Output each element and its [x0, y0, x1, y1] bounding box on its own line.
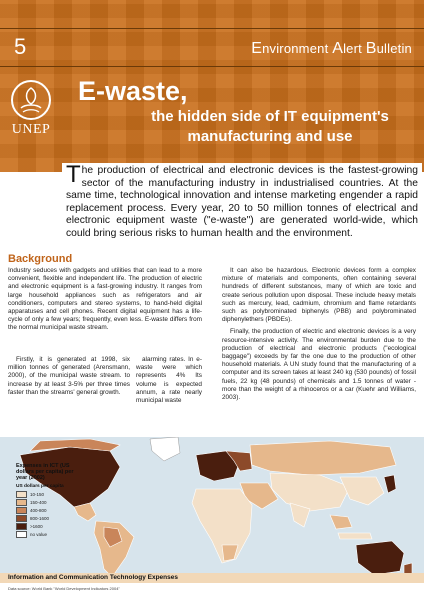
- paragraph: It can also be hazardous. Electronic devices form a complex mixture of materials and components, often containing several hundreds of different substances, many of which are toxic and create serious pollution upon disposal. These include heavy metals such as mercury, lead, cadmium, chromium and flame retardants such as polybrominated biphenyls (PBB) and polybrominated diphenylethers (PBDEs).: [222, 267, 416, 324]
- series-title: Environment Alert Bulletin: [251, 40, 412, 57]
- page-title: E-waste,: [78, 76, 188, 106]
- section-heading: Background: [8, 253, 73, 265]
- header-banner: [0, 0, 424, 172]
- legend-swatch: [16, 523, 27, 530]
- page-subtitle: the hidden side of IT equipment's manufacturing and use: [151, 108, 389, 145]
- legend-label: 800-1600: [30, 516, 50, 521]
- column-right: [222, 267, 416, 406]
- column-left-lower: [8, 356, 130, 401]
- paragraph: alarming rates. In e-waste were which represents 4% Its volume is expected annum, a rate nearly municipal waste: [136, 356, 202, 405]
- world-map-figure: [0, 437, 424, 580]
- legend-swatch: [16, 531, 27, 538]
- legend-title: Expenses in ICT (US dollars per capita) per year (2002): [16, 463, 74, 481]
- legend-item: [16, 515, 86, 522]
- unep-emblem-icon: [11, 80, 51, 120]
- legend-label: 150-400: [30, 500, 47, 505]
- column-left: [8, 267, 202, 337]
- unep-logo-text: UNEP: [11, 122, 51, 137]
- figure-source: Data source: World Bank "World Development Indicators 2004": [8, 586, 120, 591]
- column-left-inset: [136, 356, 202, 409]
- figure-caption: Information and Communication Technology Expenses: [0, 573, 424, 583]
- paragraph: Firstly, it is generated at 1998, six million tonnes of generated (Arensmann, 2000), of the municipal waste stream. to increase by at least 3-5% per three times faster than the streams' general growth.: [8, 356, 130, 396]
- paragraph: Industry seduces with gadgets and utilities that can lead to a more convenient, flexible and independent life. The production of electric and electronic equipment is a fast-growing industry. It ranges from large household appliances such as refrigerators and air conditioners, computers and stereo systems, to hand-held digital apparatuses and cell phones. Recent digital equipment has a life-cycle of only a few years; frequently, even less. E-waste differs from the normal municipal waste stream.: [8, 267, 202, 332]
- legend-item: [16, 491, 86, 498]
- header-rule-middle: [0, 66, 424, 67]
- map-legend: [16, 463, 86, 538]
- intro-text: he production of electrical and electronic devices is the fastest-growing sector of the manufacturing industry in industrialised countries. At the same time, technological innovation and intense marketing engender a rapid replacement process. Every year, 20 to 50 million tonnes of electrical and electronic equipment waste ("e-waste") are generated world-wide, which could bring serious risks to human health and the environment.: [66, 165, 418, 239]
- legend-item: [16, 499, 86, 506]
- header-rule-top: [0, 28, 424, 29]
- legend-subtitle: US dollars per capita: [16, 484, 64, 489]
- intro-paragraph: [62, 163, 422, 247]
- legend-swatch: [16, 499, 27, 506]
- legend-item: [16, 531, 86, 538]
- page-number: 5: [14, 34, 27, 59]
- legend-item: [16, 507, 86, 514]
- legend-label: no value: [30, 532, 48, 537]
- legend-item: [16, 523, 86, 530]
- legend-swatch: [16, 507, 27, 514]
- legend-swatch: [16, 491, 27, 498]
- legend-label: 10-150: [30, 492, 45, 497]
- unep-logo: [8, 80, 54, 150]
- paragraph: Finally, the production of electric and electronic devices is a very resource-intensive activity. The environmental burden due to the production of electrical and electronic products ("ecological baggage") exceeds by far the one due to the production of other household materials. A UN study found that the manufacturing of a computer and its screen takes at least 240 kg (530 pounds) of fossil fuels, 22 kg (48 pounds) of chemicals and 1.5 tonnes of water - more than the weight of a rhinoceros or a car (Kuehr and Williams, 2003).: [222, 328, 416, 402]
- legend-label: >1600: [30, 524, 43, 529]
- legend-label: 400-800: [30, 508, 47, 513]
- drop-cap: T: [66, 161, 81, 188]
- legend-swatch: [16, 515, 27, 522]
